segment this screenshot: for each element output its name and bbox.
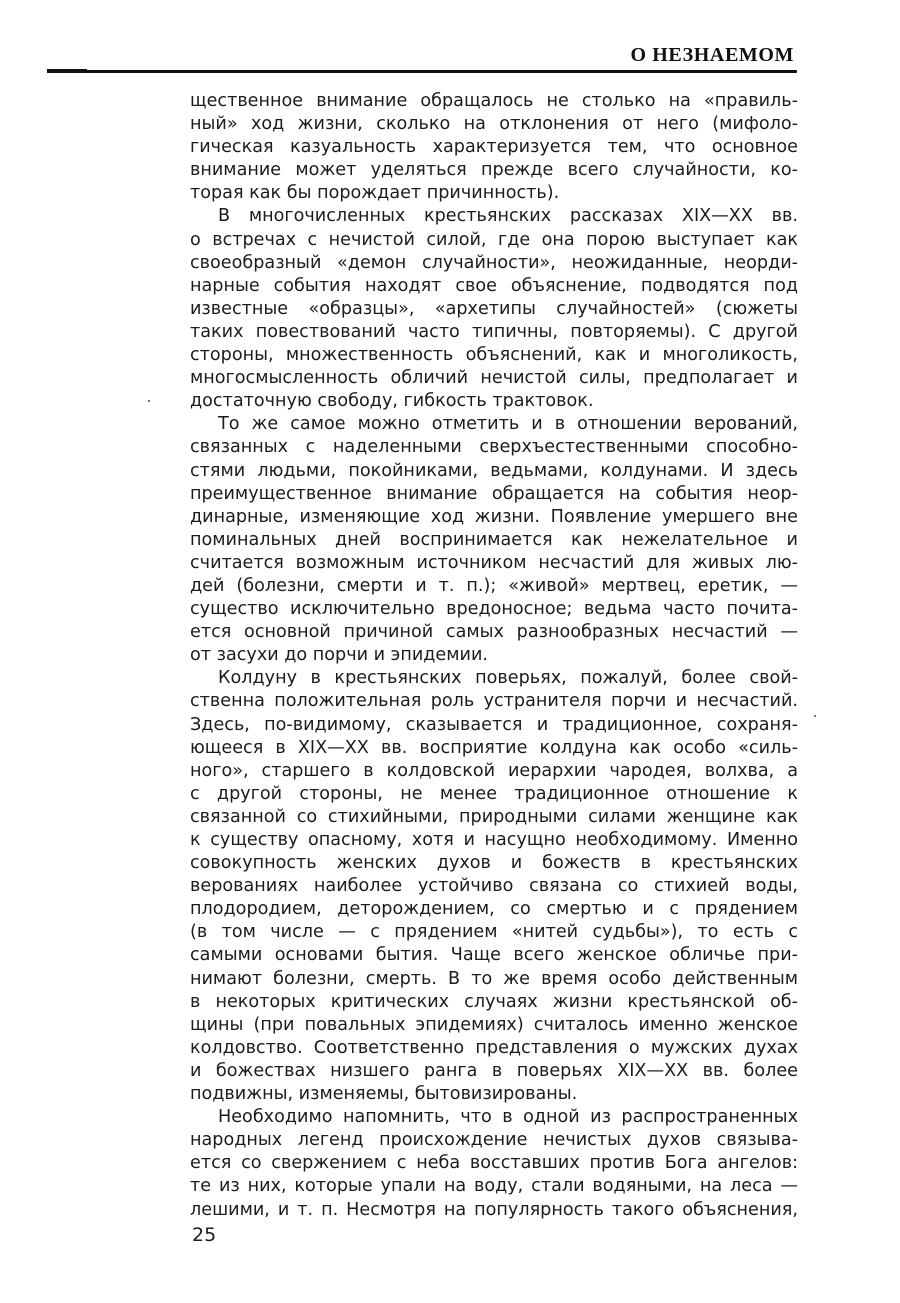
line-wrapper xyxy=(190,113,798,136)
line-wrapper xyxy=(190,667,798,690)
text-line: В многочисленных крестьянских рассказах XIX—XX вв. xyxy=(218,206,798,227)
line-wrapper xyxy=(190,529,798,552)
line-wrapper xyxy=(190,552,798,575)
text-line: ется основной причиной самых разнообразных несчастий — xyxy=(190,622,798,643)
text-line: верованиях наиболее устойчиво связана со стихией воды, xyxy=(190,876,798,897)
text-line: нимают болезни, смерть. В то же время особо действенным xyxy=(190,968,798,989)
text-line: таких повествований часто типичны, повторяемы). С другой xyxy=(190,321,798,342)
paragraph xyxy=(190,1106,798,1221)
text-line: связанных с наделенными сверхъестественными способно- xyxy=(190,437,798,458)
line-wrapper xyxy=(190,159,798,182)
line-wrapper xyxy=(190,1037,798,1060)
text-line: народных легенд происхождение нечистых духов связыва- xyxy=(190,1130,798,1151)
line-wrapper xyxy=(190,1106,798,1129)
scan-speck xyxy=(148,400,150,402)
text-line: щины (при повальных эпидемиях) считалось именно женское xyxy=(190,1014,798,1035)
text-line: динарные, изменяющие ход жизни. Появление умершего вне xyxy=(190,506,798,527)
text-line: существо исключительно вредоносное; ведьма часто почита- xyxy=(190,599,798,620)
line-wrapper xyxy=(190,182,798,205)
line-wrapper xyxy=(190,898,798,921)
line-wrapper xyxy=(190,205,798,228)
text-line: о встречах с нечистой силой, где она порою выступает как xyxy=(190,229,798,250)
text-line: ный» ход жизни, сколько на отклонения от него (мифоло- xyxy=(190,114,798,135)
text-line: стороны, множественность объяснений, как и многоликость, xyxy=(190,345,798,366)
text-line: Необходимо напомнить, что в одной из распространенных xyxy=(218,1107,798,1128)
paragraph xyxy=(190,205,798,413)
page-number: 25 xyxy=(192,1224,217,1246)
text-line: те из них, которые упали на воду, стали водяными, на леса — xyxy=(190,1176,798,1197)
line-wrapper xyxy=(190,921,798,944)
text-line: подвижны, изменяемы, бытовизированы. xyxy=(190,1084,578,1105)
text-line: щественное внимание обращалось не столько на «правиль- xyxy=(190,91,798,111)
line-wrapper xyxy=(190,344,798,367)
text-line: преимущественное внимание обращается на события неор- xyxy=(190,483,798,504)
text-line: и божествах низшего ранга в поверьях XIX—XX вв. более xyxy=(190,1060,798,1081)
line-wrapper xyxy=(190,1129,798,1152)
line-wrapper xyxy=(190,506,798,529)
line-wrapper xyxy=(190,1175,798,1198)
line-wrapper xyxy=(190,806,798,829)
text-line: в некоторых критических случаях жизни крестьянской об- xyxy=(190,991,798,1012)
text-line: с другой стороны, не менее традиционное отношение к xyxy=(190,783,798,804)
text-line: ного», старшего в колдовской иерархии чародея, волхва, а xyxy=(190,760,798,781)
text-line: многосмысленность обличий нечистой силы, предполагает и xyxy=(190,368,798,389)
line-wrapper xyxy=(190,737,798,760)
text-line: Здесь, по-видимому, сказывается и традиционное, сохраня- xyxy=(190,714,798,735)
line-wrapper xyxy=(190,229,798,252)
text-line: от засухи до порчи и эпидемии. xyxy=(190,645,488,666)
header-rule xyxy=(47,70,797,73)
text-line: колдовство. Соответственно представления о мужских духах xyxy=(190,1037,798,1058)
line-wrapper xyxy=(190,944,798,967)
line-wrapper xyxy=(190,875,798,898)
line-wrapper xyxy=(190,460,798,483)
text-line: стями людьми, покойниками, ведьмами, колдунами. И здесь xyxy=(190,460,798,481)
text-line: своеобразный «демон случайности», неожиданные, неорди- xyxy=(190,252,798,273)
line-wrapper xyxy=(190,760,798,783)
text-line: известные «образцы», «архетипы случайностей» (сюжеты xyxy=(190,298,798,319)
line-wrapper xyxy=(190,968,798,991)
line-wrapper xyxy=(190,1083,798,1106)
text-line: гическая казуальность характеризуется тем, что основное xyxy=(190,137,798,158)
paragraph xyxy=(190,90,798,205)
line-wrapper xyxy=(190,321,798,344)
text-line: нарные события находят свое объяснение, подводятся под xyxy=(190,275,798,296)
text-line: Колдуну в крестьянских поверьях, пожалуй, более свой- xyxy=(218,668,798,689)
line-wrapper xyxy=(190,621,798,644)
line-wrapper xyxy=(190,90,798,113)
line-wrapper xyxy=(190,367,798,390)
line-wrapper xyxy=(190,575,798,598)
line-wrapper xyxy=(190,714,798,737)
scan-speck xyxy=(814,715,816,717)
line-wrapper xyxy=(190,390,798,413)
paragraph xyxy=(190,413,798,667)
line-wrapper xyxy=(190,136,798,159)
line-wrapper xyxy=(190,252,798,275)
line-wrapper xyxy=(190,413,798,436)
text-line: считается возможным источником несчастий для живых лю- xyxy=(190,552,798,573)
text-line: торая как бы порождает причинность). xyxy=(190,183,560,204)
text-line: внимание может уделяться прежде всего случайности, ко- xyxy=(190,160,798,181)
text-line: ющееся в XIX—XX вв. восприятие колдуна как особо «силь- xyxy=(190,737,798,758)
line-wrapper xyxy=(190,783,798,806)
text-line: То же самое можно отметить и в отношении верований, xyxy=(218,414,798,435)
line-wrapper xyxy=(190,483,798,506)
text-line: ется со свержением с неба восставших против Бога ангелов: xyxy=(190,1153,798,1174)
line-wrapper xyxy=(190,644,798,667)
line-wrapper xyxy=(190,1060,798,1083)
line-wrapper xyxy=(190,598,798,621)
text-line: дей (болезни, смерти и т. п.); «живой» мертвец, еретик, — xyxy=(190,575,798,596)
line-wrapper xyxy=(190,298,798,321)
line-wrapper xyxy=(190,1014,798,1037)
text-line: связанной со стихийными, природными силами женщине как xyxy=(190,806,798,827)
text-line: лешими, и т. п. Несмотря на популярность такого объяснения, xyxy=(190,1199,798,1220)
body-text xyxy=(190,90,798,1222)
running-head-title: О НЕЗНАЕМОМ xyxy=(630,44,794,66)
text-line: поминальных дней воспринимается как нежелательное и xyxy=(190,529,798,550)
line-wrapper xyxy=(190,1152,798,1175)
text-line: ственна положительная роль устранителя порчи и несчастий. xyxy=(190,691,798,712)
line-wrapper xyxy=(190,1199,798,1222)
paragraph xyxy=(190,667,798,1106)
text-line: самыми основами бытия. Чаще всего женское обличье при- xyxy=(190,945,798,966)
line-wrapper xyxy=(190,829,798,852)
line-wrapper xyxy=(190,436,798,459)
text-line: совокупность женских духов и божеств в крестьянских xyxy=(190,853,798,874)
line-wrapper xyxy=(190,991,798,1014)
text-line: достаточную свободу, гибкость трактовок. xyxy=(190,391,594,412)
text-line: к существу опасному, хотя и насущно необходимому. Именно xyxy=(190,830,798,850)
line-wrapper xyxy=(190,852,798,875)
text-line: (в том числе — с прядением «нитей судьбы»), то есть с xyxy=(190,922,798,943)
line-wrapper xyxy=(190,275,798,298)
text-line: плодородием, деторождением, со смертью и с прядением xyxy=(190,899,798,920)
line-wrapper xyxy=(190,690,798,713)
